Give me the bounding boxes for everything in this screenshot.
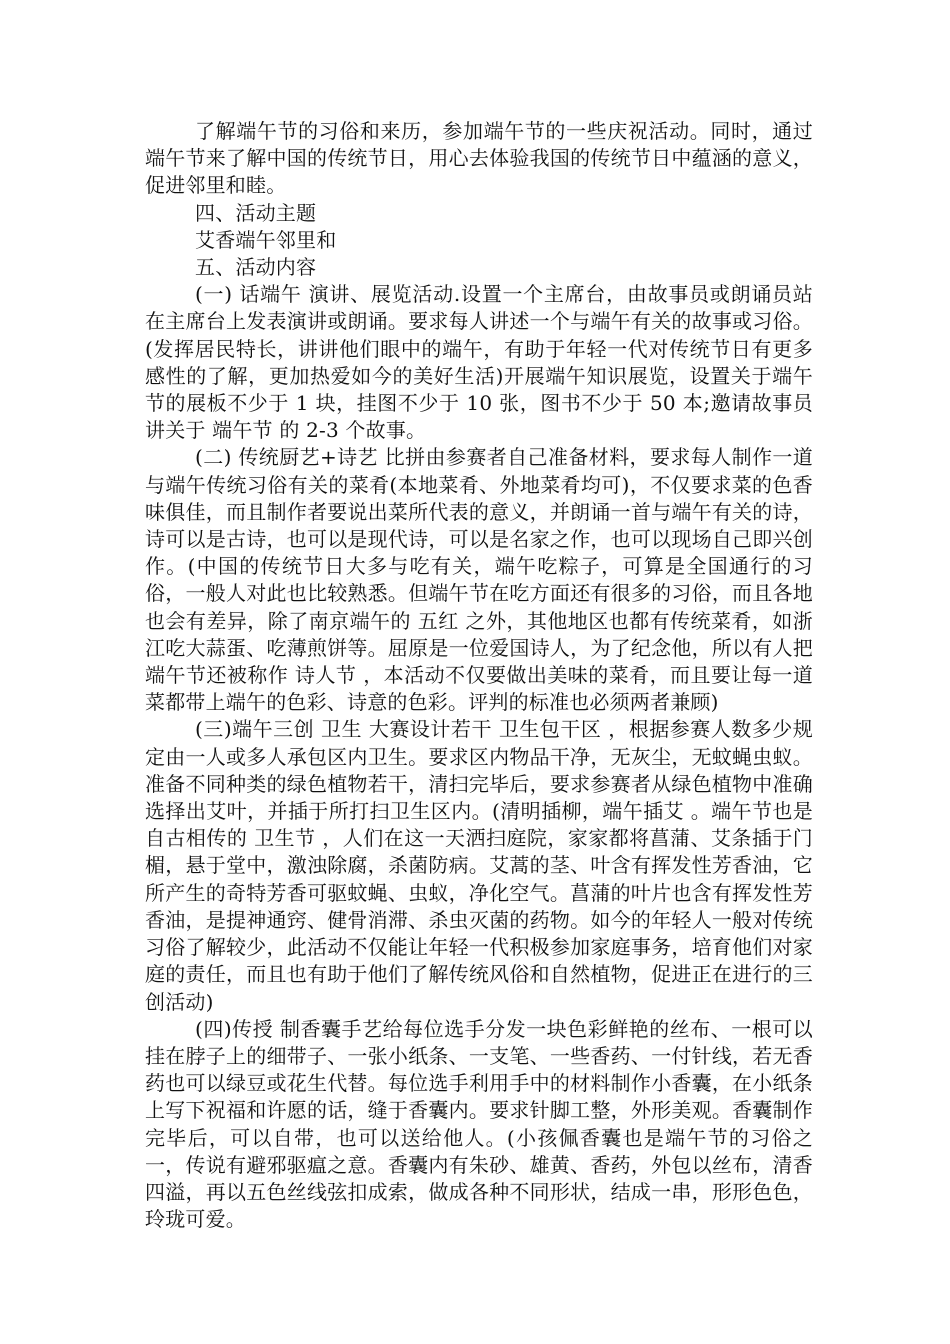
paragraph-section-4: (四)传授 制香囊手艺给每位选手分发一块色彩鲜艳的丝布、一根可以挂在脖子上的细带子、一张小纸条、一支笔、一些香药、一付针线，若无香药也可以绿豆或花生代替。每位选手利用手中的材料制作小香囊，在小纸条上写下祝福和许愿的话，缝于香囊内。要求针脚工整，外形美观。香囊制作完毕后，可以自带，也可以送给他人。(小孩佩香囊也是端午节的习俗之一，传说有避邪驱瘟之意。香囊内有朱砂、雄黄、香药，外包以丝布，清香四溢，再以五色丝线弦扣成索，做成各种不同形状，结成一串，形形色色，玲珑可爱。 bbox=[145, 1016, 813, 1232]
paragraph-section-2: (二) 传统厨艺+诗艺 比拼由参赛者自己准备材料，要求每人制作一道与端午传统习俗有关的菜肴(本地菜肴、外地菜肴均可)，不仅要求菜的色香味俱佳，而且制作者要说出菜所代表的意义，并朗诵一首与端午有关的诗，诗可以是古诗，也可以是现代诗，可以是名家之作，也可以现场自己即兴创作。(中国的传统节日大多与吃有关，端午吃粽子，可算是全国通行的习俗，一般人对此也比较熟悉。但端午节在吃方面还有很多的习俗，而且各地也会有差异，除了南京端午的 五红 之外，其他地区也都有传统菜肴，如浙江吃大蒜蛋、吃薄煎饼等。屈原是一位爱国诗人，为了纪念他，所以有人把端午节还被称作 诗人节 ，本活动不仅要做出美味的菜肴，而且要让每一道菜都带上端午的色彩、诗意的色彩。评判的标准也必须两者兼顾) bbox=[145, 445, 813, 715]
document-body bbox=[145, 118, 813, 1233]
heading-activity-content: 五、活动内容 bbox=[195, 255, 317, 280]
heading-activity-theme: 四、活动主题 bbox=[195, 200, 317, 225]
paragraph-intro: 了解端午节的习俗和来历，参加端午节的一些庆祝活动。同时，通过端午节来了解中国的传统节日，用心去体验我国的传统节日中蕴涵的意义，促进邻里和睦。 bbox=[145, 119, 813, 198]
paragraph-section-3: (三)端午三创 卫生 大赛设计若干 卫生包干区 ，根据参赛人数多少规定由一人或多人承包区内卫生。要求区内物品干净，无灰尘，无蚊蝇虫蚁。准备不同种类的绿色植物若干，清扫完毕后，要求参赛者从绿色植物中准确选择出艾叶，并插于所打扫卫生区内。(清明插柳，端午插艾 。端午节也是自古相传的 卫生节 ，人们在这一天洒扫庭院，家家都将菖蒲、艾条插于门楣，悬于堂中，激浊除腐，杀菌防病。艾蒿的茎、叶含有挥发性芳香油，它所产生的奇特芳香可驱蚊蝇、虫蚁，净化空气。菖蒲的叶片也含有挥发性芳香油，是提神通窍、健骨消滞、杀虫灭菌的药物。如今的年轻人一般对传统习俗了解较少，此活动不仅能让年轻一代积极参加家庭事务，培育他们对家庭的责任，而且也有助于他们了解传统风俗和自然植物，促进正在进行的三创活动) bbox=[145, 717, 813, 1014]
paragraph-section-1: (一) 话端午 演讲、展览活动.设置一个主席台，由故事员或朗诵员站在主席台上发表演讲或朗诵。要求每人讲述一个与端午有关的故事或习俗。(发挥居民特长，讲讲他们眼中的端午，有助于年轻一代对传统节日有更多感性的了解，更加热爱如今的美好生活)开展端午知识展览，设置关于端午节的展板不少于 1 块，挂图不少于 10 张，图书不少于 50 本;邀请故事员讲关于 端午节 的 2-3 个故事。 bbox=[145, 282, 813, 443]
activity-theme-text: 艾香端午邻里和 bbox=[195, 227, 337, 252]
